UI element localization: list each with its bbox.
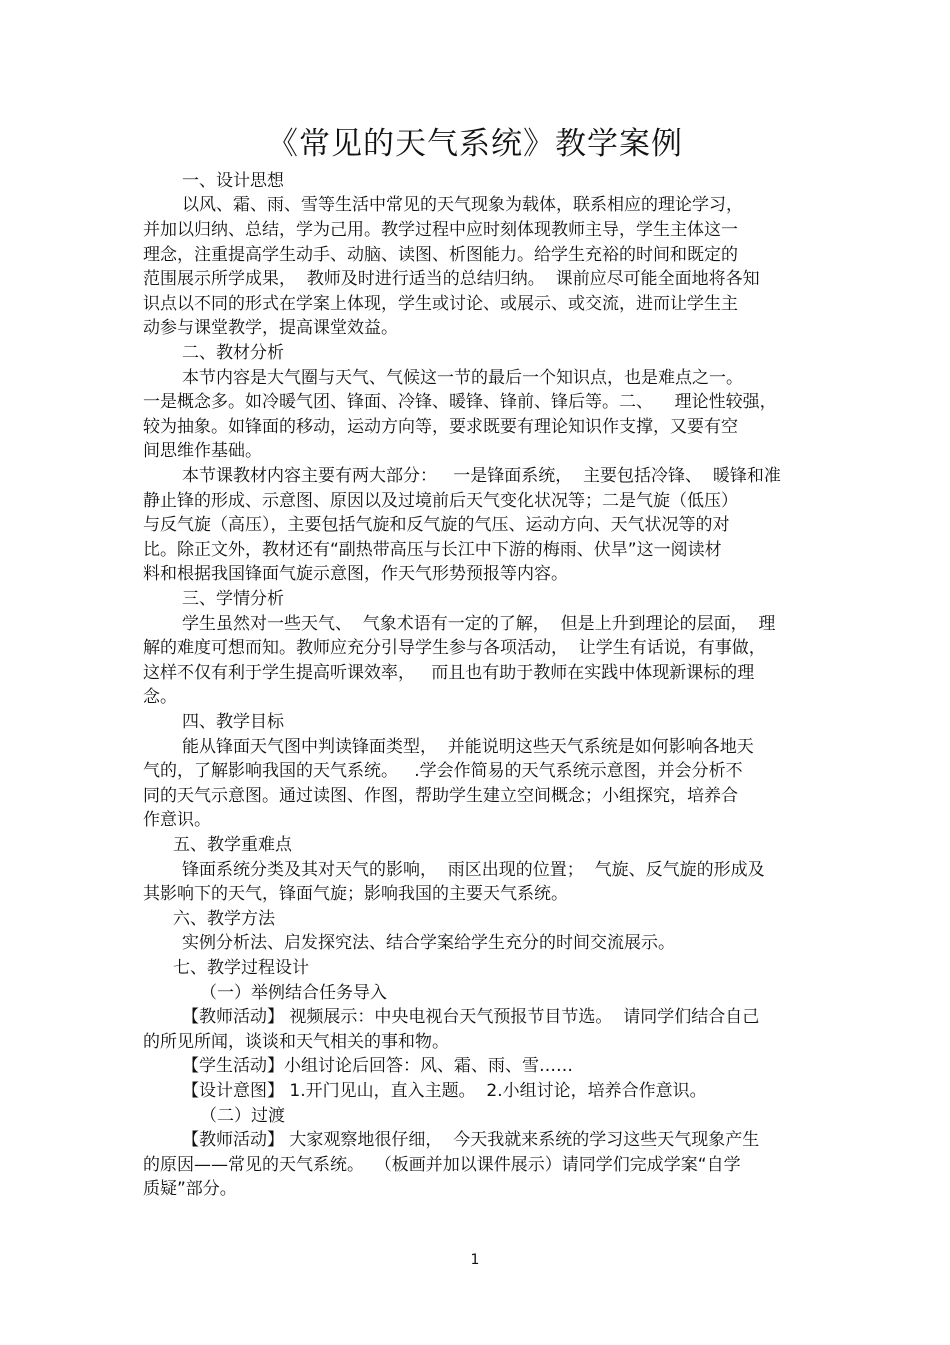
body-line: 能从锋面天气图中判读锋面类型， 并能说明这些天气系统是如何影响各地天: [182, 737, 754, 757]
body-line: 范围展示所学成果， 教师及时进行适当的总结归纳。 课前应尽可能全面地将各知: [143, 269, 760, 289]
body-line: 气的，了解影响我国的天气系统。 .学会作简易的天气系统示意图，并会分析不: [143, 761, 743, 781]
body-line: 实例分析法、启发探究法、结合学案给学生充分的时间交流展示。: [182, 933, 675, 953]
body-line: 动参与课堂教学，提高课堂效益。: [143, 318, 398, 338]
body-line: 与反气旋（高压），主要包括气旋和反气旋的气压、运动方向、天气状况等的对: [143, 515, 730, 535]
body-line: 念。: [143, 687, 177, 707]
body-line: 同的天气示意图。通过读图、作图，帮助学生建立空间概念；小组探究，培养合: [143, 786, 738, 806]
body-line: 其影响下的天气，锋面气旋；影响我国的主要天气系统。: [143, 884, 568, 904]
document-title: 《常见的天气系统》教学案例: [267, 126, 683, 162]
body-line: 学生虽然对一些天气、 气象术语有一定的了解， 但是上升到理论的层面， 理: [182, 614, 776, 634]
body-line: 比。除正文外，教材还有“副热带高压与长江中下游的梅雨、伏旱”这一阅读材: [143, 540, 722, 560]
body-line: 质疑”部分。: [143, 1179, 237, 1199]
body-line: 【学生活动】小组讨论后回答：风、霜、雨、雪……: [182, 1056, 573, 1076]
body-line: 静止锋的形成、示意图、原因以及过境前后天气变化状况等；二是气旋（低压）: [143, 491, 738, 511]
body-line: 【教师活动】 视频展示：中央电视台天气预报节目节选。 请同学们结合自己: [182, 1007, 760, 1027]
body-line: 一、设计思想: [182, 171, 284, 191]
body-line: 四、教学目标: [182, 712, 284, 732]
body-line: 间思维作基础。: [143, 441, 262, 461]
body-line: 作意识。: [143, 810, 211, 830]
body-line: 锋面系统分类及其对天气的影响， 雨区出现的位置； 气旋、反气旋的形成及: [182, 860, 765, 880]
body-line: 以风、霜、雨、雪等生活中常见的天气现象为载体，联系相应的理论学习，: [182, 195, 743, 215]
body-line: 【设计意图】 1.开门见山，直入主题。 2.小组讨论，培养合作意识。: [182, 1081, 707, 1101]
body-line: 一是概念多。如冷暖气团、锋面、冷锋、暖锋、锋前、锋后等。二、 理论性较强，: [143, 392, 777, 412]
body-line: 较为抽象。如锋面的移动，运动方向等，要求既要有理论知识作支撑，又要有空: [143, 417, 738, 437]
body-line: 七、教学过程设计: [173, 958, 309, 978]
body-line: （一）举例结合任务导入: [200, 983, 387, 1003]
body-line: 的原因——常见的天气系统。 （板画并加以课件展示）请同学们完成学案“自学: [143, 1155, 741, 1175]
body-line: 理念，注重提高学生动手、动脑、读图、析图能力。给学生充裕的时间和既定的: [143, 245, 738, 265]
body-line: 【教师活动】 大家观察地很仔细， 今天我就来系统的学习这些天气现象产生: [182, 1130, 760, 1150]
body-line: 五、教学重难点: [173, 835, 292, 855]
body-line: 料和根据我国锋面气旋示意图，作天气形势预报等内容。: [143, 564, 568, 584]
body-line: 的所见所闻，谈谈和天气相关的事和物。: [143, 1032, 449, 1052]
body-line: 解的难度可想而知。教师应充分引导学生参与各项活动， 让学生有话说，有事做，: [143, 638, 766, 658]
body-line: 二、教材分析: [182, 343, 284, 363]
body-line: 三、学情分析: [182, 589, 284, 609]
body-line: 本节内容是大气圈与天气、气候这一节的最后一个知识点，也是难点之一。: [182, 368, 743, 388]
page-number: 1: [470, 1252, 480, 1268]
body-line: 识点以不同的形式在学案上体现，学生或讨论、或展示、或交流，进而让学生主: [143, 294, 738, 314]
body-line: 六、教学方法: [173, 909, 275, 929]
body-line: （二）过渡: [200, 1106, 285, 1126]
body-line: 并加以归纳、总结，学为己用。教学过程中应时刻体现教师主导，学生主体这一: [143, 220, 738, 240]
body-line: 本节课教材内容主要有两大部分： 一是锋面系统， 主要包括冷锋、 暖锋和准: [182, 466, 781, 486]
body-line: 这样不仅有利于学生提高听课效率， 而且也有助于教师在实践中体现新课标的理: [143, 663, 755, 683]
